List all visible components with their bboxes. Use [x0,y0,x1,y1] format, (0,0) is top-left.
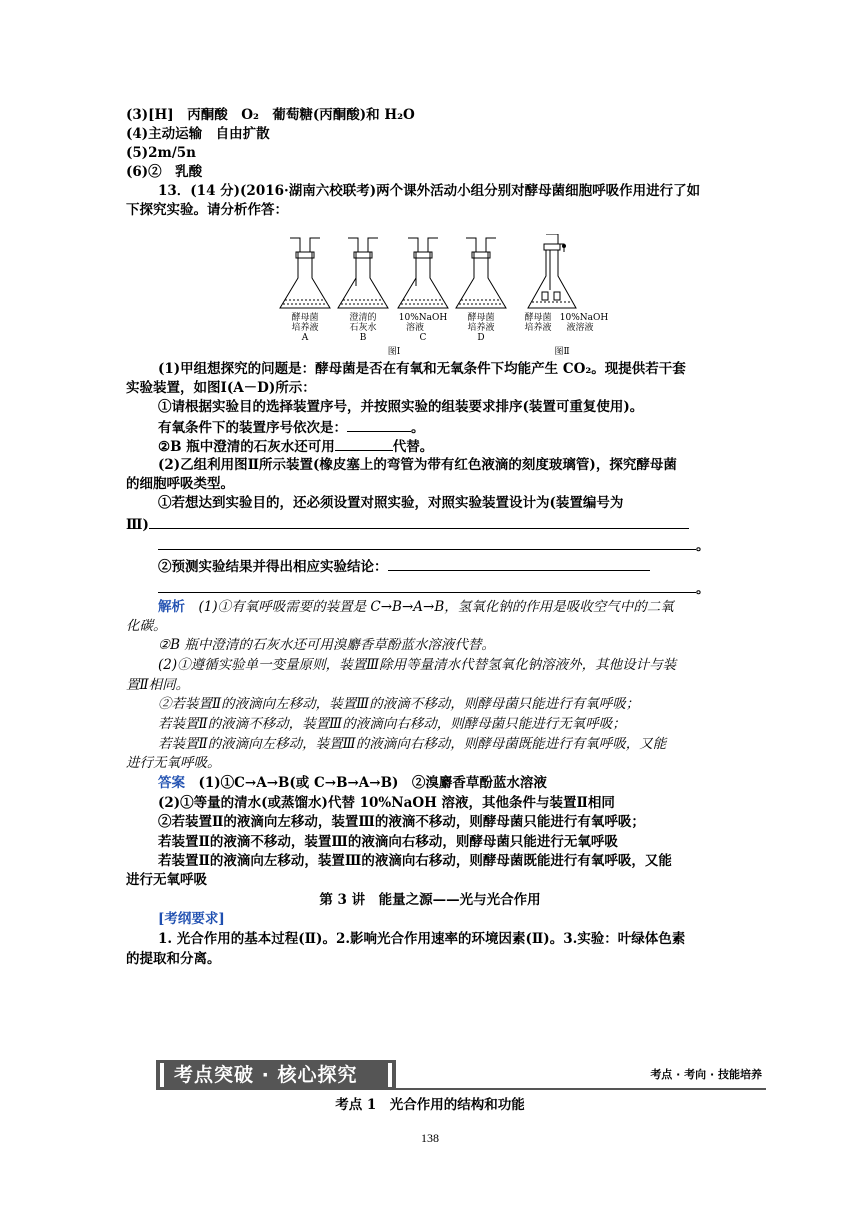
question-13-cont: 下探究实验。请分析作答： [126,202,288,218]
flask-letter: A [301,333,309,343]
banner-rule [396,1088,766,1090]
answer-blank[interactable] [388,556,650,571]
flask-label: 10%NaOH [559,313,609,323]
q-part2-cont: 的细胞呼吸类型。 [126,476,234,492]
q-part1-cont: 实验装置，如图Ⅰ(A－D)所示： [126,380,316,396]
requirements-label: [考纲要求] [158,911,225,927]
experiment-apparatus-figure [270,234,610,360]
flask-letter: C [419,333,427,343]
flask-b [338,238,388,308]
analysis-line: ②B 瓶中澄清的石灰水还可用溴麝香草酚蓝水溶液代替。 [158,637,495,653]
flask-label: 培养液 [291,323,319,333]
analysis-label: 解析 [158,599,185,615]
question-13: 13．(14 分)(2016·湖南六校联考)两个课外活动小组分别对酵母菌细胞呼吸作用进行了如 [158,183,701,199]
analysis-line: ②若装置Ⅱ的液滴向左移动，装置Ⅲ的液滴不移动，则酵母菌只能进行有氧呼吸； [158,696,640,712]
page-number: 138 [421,1131,439,1145]
answer-blank-line: 。 [158,578,710,599]
answer-label: 答案 [158,775,185,791]
flask-label: 酵母菌 [524,313,552,323]
flask-ii [528,234,576,308]
key-answer-line: (2)①等量的清水(或蒸馏水)代替 10%NaOH 溶液，其他条件与装置Ⅱ相同 [158,795,615,811]
figure-caption: 图Ⅱ [554,347,570,357]
answer-line: (5)2m/5n [126,145,196,161]
flask-label: 培养液 [524,323,552,333]
q-part1-sub1-blank: 有氧条件下的装置序号依次是： 。 [158,417,425,438]
flask-label: 石灰水 [349,323,377,333]
section-banner [156,1060,766,1092]
answer-blank[interactable] [335,436,393,451]
flask-label: 液溶液 [566,323,594,333]
flask-label: 酵母菌 [291,313,319,323]
analysis-line: 若装置Ⅱ的液滴向左移动，装置Ⅲ的液滴向右移动，则酵母菌既能进行有氧呼吸，又能 [158,736,667,752]
lecture-title: 第 3 讲 能量之源——光与光合作用 [319,892,541,908]
flask-label: 澄清的 [349,313,377,323]
figure-caption: 图Ⅰ [387,347,401,357]
answer-blank[interactable] [158,578,696,593]
q-part2-sub1-cont: Ⅲ) [126,514,689,535]
requirements-line: 1. 光合作用的基本过程(Ⅱ)。2.影响光合作用速率的环境因素(Ⅱ)。3.实验：叶绿体色素 [158,931,686,947]
analysis-line: 解析 (1)①有氧呼吸需要的装置是 C→B→A→B，氢氧化钠的作用是吸收空气中的二氧 [158,599,674,615]
answer-blank[interactable] [149,514,689,529]
key-answer-line: 若装置Ⅱ的液滴向左移动，装置Ⅲ的液滴向右移动，则酵母菌既能进行有氧呼吸，又能 [158,853,672,869]
answer-line: (6)② 乳酸 [126,164,203,180]
analysis-line: (2)①遵循实验单一变量原则，装置Ⅲ除用等量清水代替氢氧化钠溶液外，其他设计与装 [158,657,677,673]
flask-letter: D [477,333,485,343]
flask-label: 溶液 [405,323,425,333]
answer-line: (3)[H] 丙酮酸 O₂ 葡萄糖(丙酮酸)和 H₂O [126,107,415,123]
requirements-line: 的提取和分离。 [126,951,221,967]
analysis-line: 进行无氧呼吸。 [126,755,221,771]
section-heading: 考点 1 光合作用的结构和功能 [335,1097,525,1113]
banner-subtitle: 考点 · 考向 · 技能培养 [650,1068,762,1081]
analysis-line: 化碳。 [126,618,167,634]
flask-d [456,238,506,308]
answer-blank[interactable] [347,417,411,432]
banner-bar [156,1060,396,1090]
flask-label: 酵母菌 [467,313,495,323]
flask-a [280,238,330,308]
flask-letter: B [359,333,367,343]
q-part1-sub1: ①请根据实验目的选择装置序号，并按照实验的组装要求排序(装置可重复使用)。 [158,399,644,415]
analysis-line: 若装置Ⅱ的液滴不移动，装置Ⅲ的液滴向右移动，则酵母菌只能进行无氧呼吸； [158,716,626,732]
answer-line: (4)主动运输 自由扩散 [126,126,270,142]
analysis-line: 置Ⅱ相同。 [126,677,190,693]
key-answer-line: 若装置Ⅱ的液滴不移动，装置Ⅲ的液滴向右移动，则酵母菌只能进行无氧呼吸 [158,834,618,850]
q-part1: (1)甲组想探究的问题是：酵母菌是否在有氧和无氧条件下均能产生 CO₂。现提供若干套 [158,361,686,377]
key-answer-line: 答案 (1)①C→A→B(或 C→B→A→B) ②溴麝香草酚蓝水溶液 [158,775,547,791]
q-part2: (2)乙组利用图Ⅱ所示装置(橡皮塞上的弯管为带有红色液滴的刻度玻璃管)，探究酵母菌 [158,457,677,473]
q-part1-sub2: ②B 瓶中澄清的石灰水还可用 代替。 [158,436,433,457]
key-answer-line: ②若装置Ⅱ的液滴向左移动，装置Ⅲ的液滴不移动，则酵母菌只能进行有氧呼吸； [158,814,645,830]
flask-label: 培养液 [467,323,495,333]
q-part2-sub2: ②预测实验结果并得出相应实验结论： [158,556,650,577]
answer-blank[interactable] [158,535,696,550]
banner-title: 考点突破 · 核心探究 [174,1064,358,1086]
q-part2-sub1: ①若想达到实验目的，还必须设置对照实验，对照实验装置设计为(装置编号为 [158,495,624,511]
flask-label: 10%NaOH [398,313,448,323]
flask-c [398,238,448,308]
answer-blank-line: 。 [158,535,710,556]
key-answer-line: 进行无氧呼吸 [126,872,207,888]
